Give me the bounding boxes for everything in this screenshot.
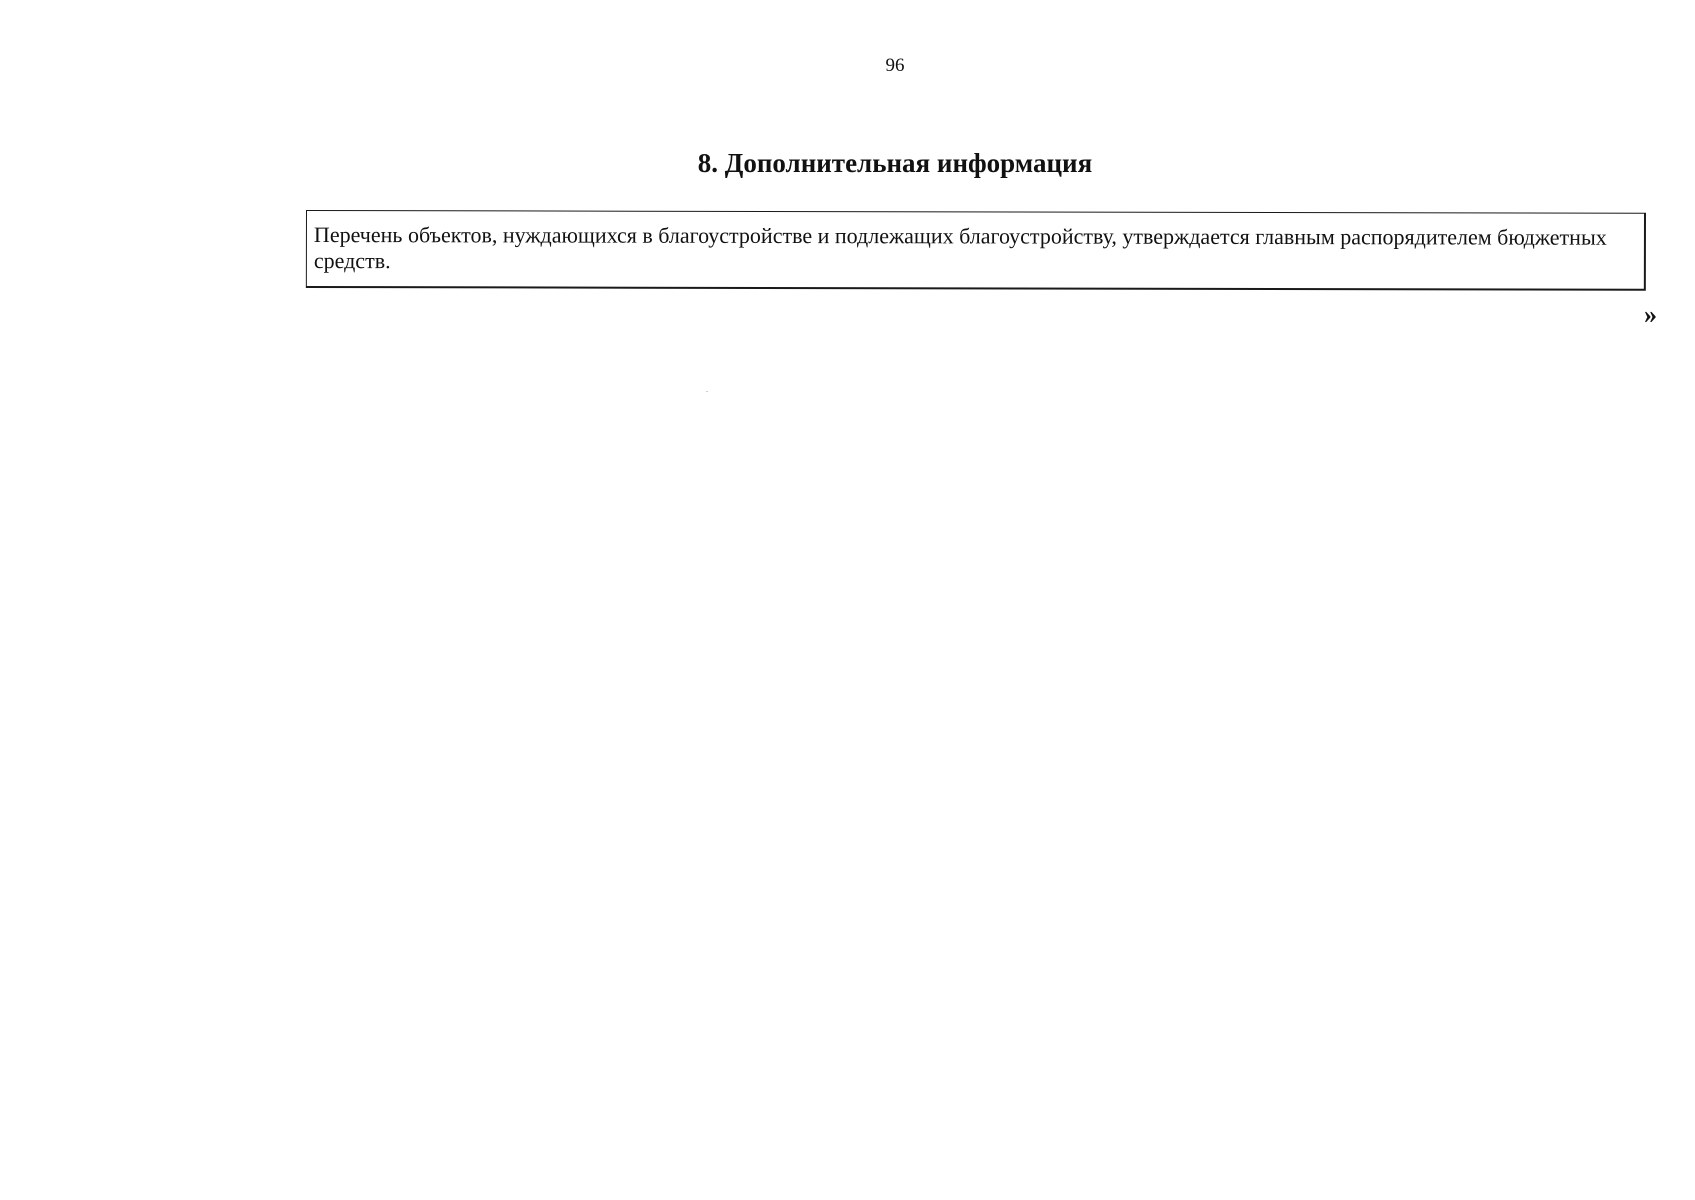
page-number: 96 [885,55,905,76]
info-box [306,210,1646,291]
closing-quote-mark: » [1644,300,1657,329]
section-title: 8. Дополнительная информация [697,148,1093,178]
info-box-text: Перечень объектов, нуждающихся в благоустройстве и подлежащих благоустройству, утверждается главным распорядителем бюджетных средств. [313,222,1607,274]
scan-speck [706,391,708,392]
